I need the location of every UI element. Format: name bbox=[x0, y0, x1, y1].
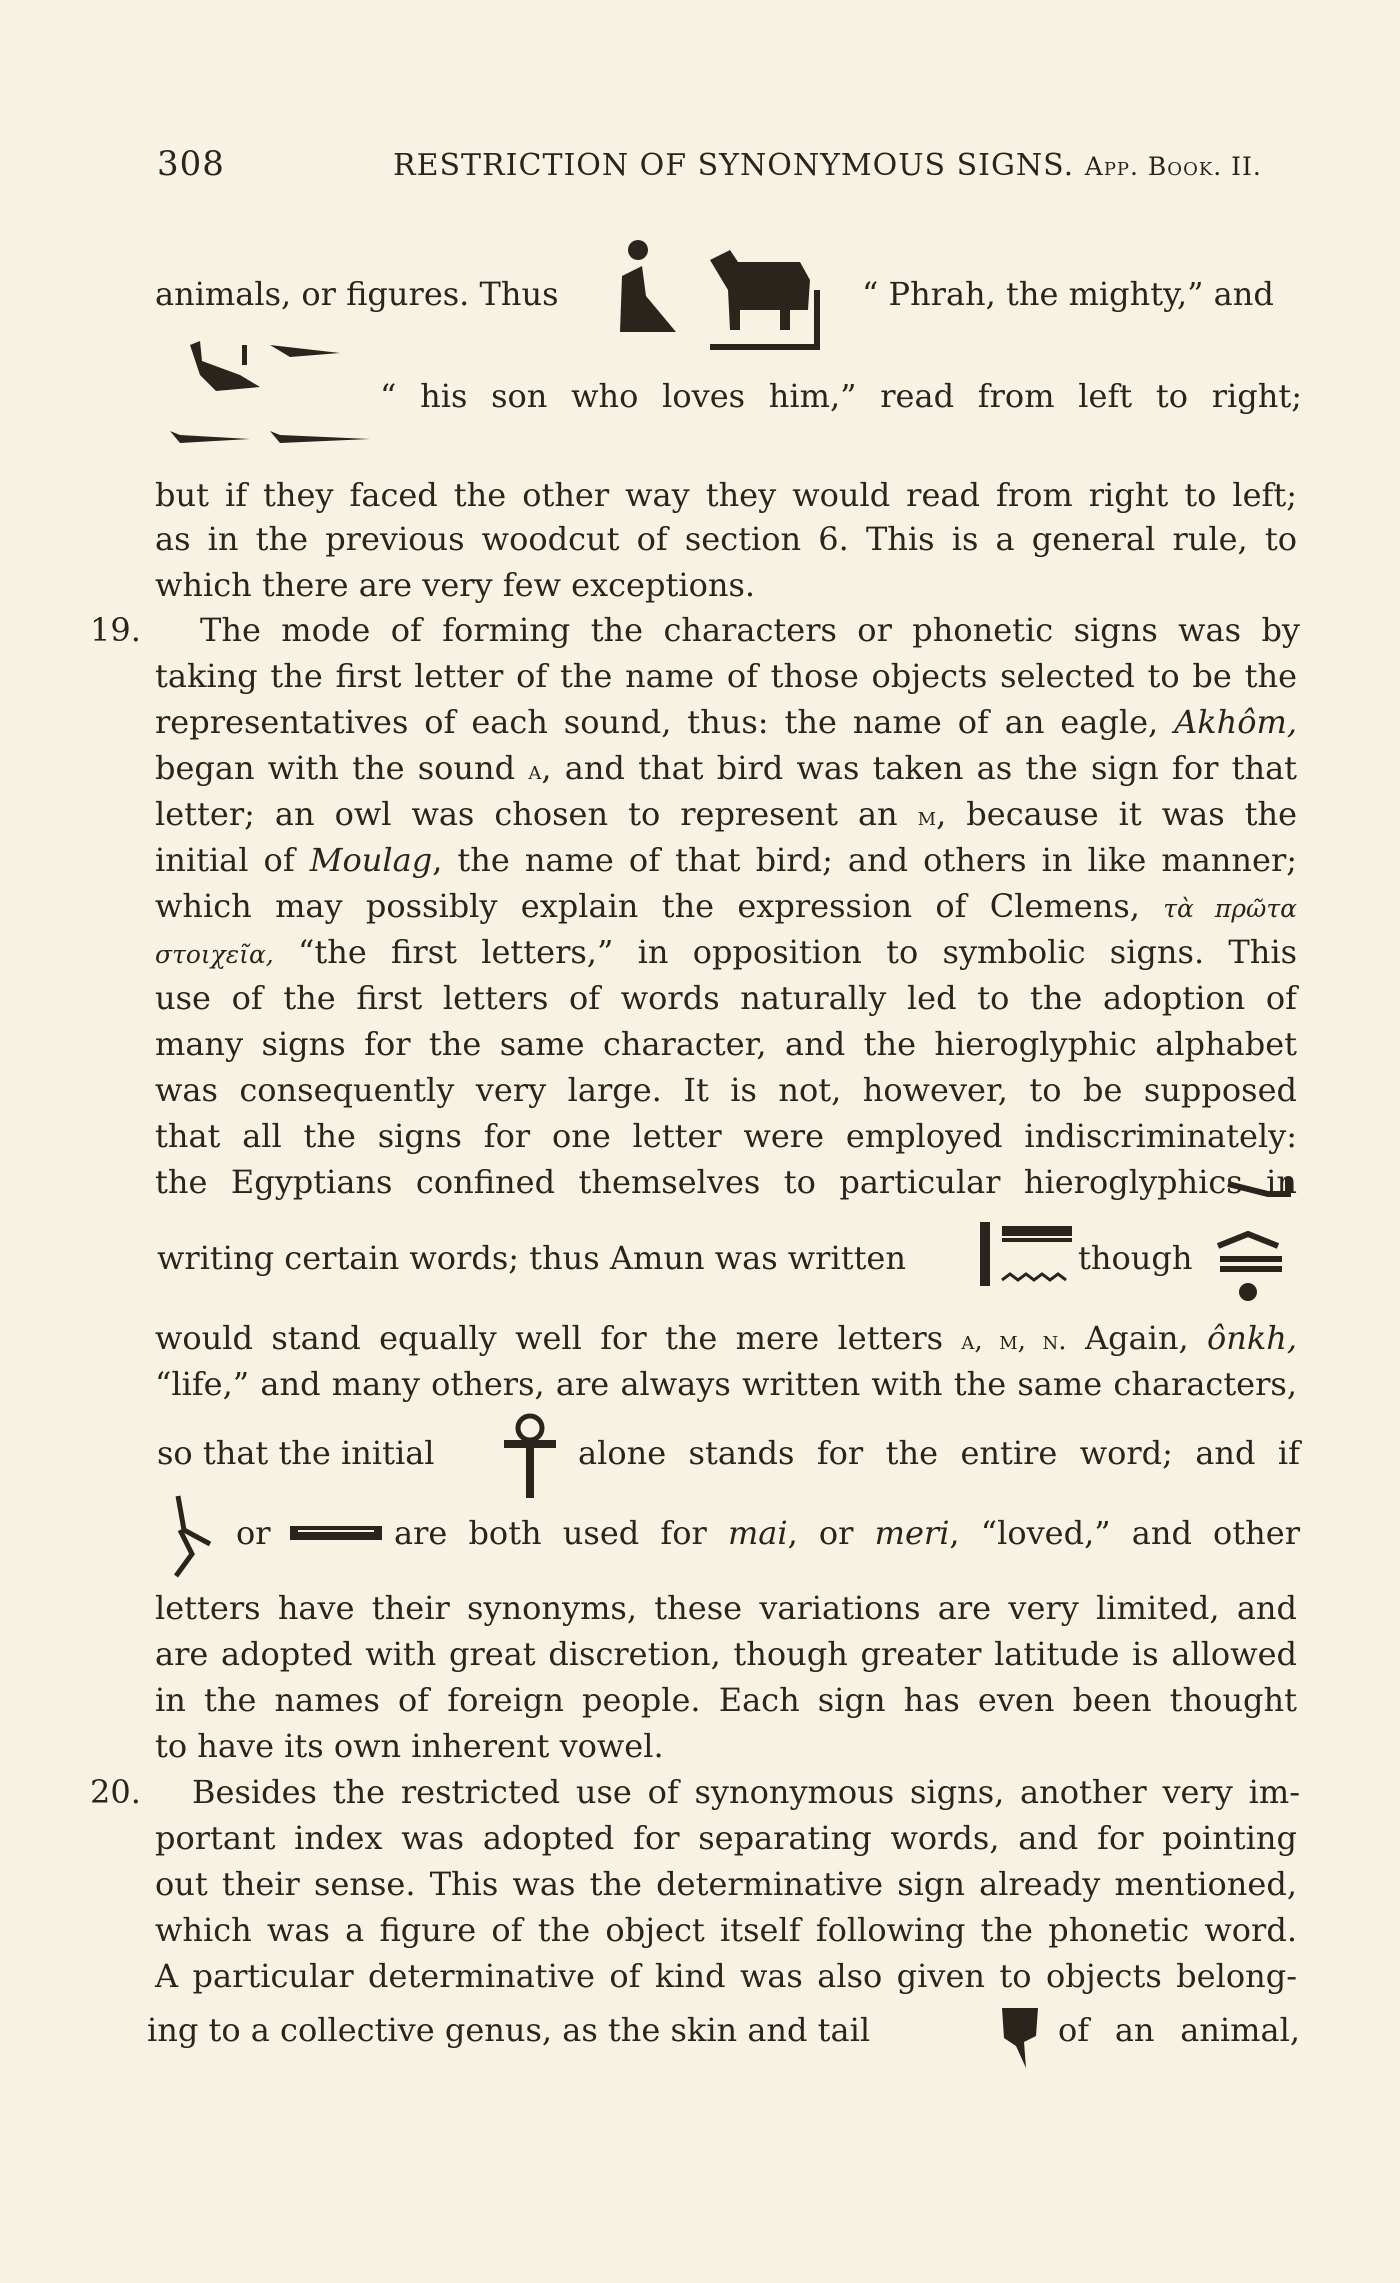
text-line: or bbox=[236, 1514, 271, 1552]
text-line: to have its own inherent vowel. bbox=[155, 1727, 664, 1765]
text-line: A particular determinative of kind was also given to objects belong- bbox=[155, 1957, 1297, 1995]
text-line: representatives of each sound, thus: the name of an eagle, Akhôm, bbox=[155, 703, 1298, 741]
text-line: initial of Moulag, the name of that bird; and others in like manner; bbox=[155, 841, 1298, 879]
text-line: “ his son who loves him,” read from left to right; bbox=[380, 377, 1302, 415]
hieroglyph-canal-icon bbox=[288, 1522, 384, 1544]
text-line: are adopted with great discretion, though greater latitude is allowed bbox=[155, 1635, 1297, 1673]
text-line: The mode of forming the characters or phonetic signs was by bbox=[200, 611, 1300, 649]
text-line: out their sense. This was the determinative sign already mentioned, bbox=[155, 1865, 1297, 1903]
text-line: are both used for mai, or meri, “loved,” and other bbox=[394, 1514, 1301, 1552]
hieroglyph-variant-icon bbox=[1208, 1174, 1298, 1304]
text-line: was consequently very large. It is not, however, to be supposed bbox=[155, 1071, 1297, 1109]
text-line: in the names of foreign people. Each sign has even been thought bbox=[155, 1681, 1297, 1719]
text-line: the Egyptians confined themselves to particular hieroglyphics in bbox=[155, 1163, 1297, 1201]
hieroglyph-phrah-bird-icon bbox=[612, 236, 682, 346]
page-title bbox=[393, 148, 1262, 183]
hieroglyph-hoe-icon bbox=[170, 1490, 226, 1580]
text-line: taking the first letter of the name of those objects selected to be the bbox=[155, 657, 1297, 695]
text-line: so that the initial bbox=[157, 1434, 435, 1472]
text-line: as in the previous woodcut of section 6. This is a general rule, to bbox=[155, 520, 1297, 558]
text-line: which may possibly explain the expression of Clemens, τὰ πρῶτα bbox=[155, 887, 1297, 925]
text-line: portant index was adopted for separating words, and for pointing bbox=[155, 1819, 1297, 1857]
text-line: would stand equally well for the mere letters a, m, n. Again, ônkh, bbox=[155, 1319, 1298, 1357]
text-line: began with the sound a, and that bird was taken as the sign for that bbox=[155, 749, 1298, 787]
text-line: Besides the restricted use of synonymous signs, another very im- bbox=[192, 1773, 1300, 1811]
header-title-main: RESTRICTION OF SYNONYMOUS SIGNS. bbox=[393, 148, 1075, 183]
header-title-app: App. Book. II. bbox=[1084, 152, 1262, 181]
text-line: letters have their synonyms, these variations are very limited, and bbox=[155, 1589, 1297, 1627]
text-line: ing to a collective genus, as the skin and tail bbox=[147, 2011, 871, 2049]
text-line: στοιχεῖα, “the first letters,” in opposition to symbolic signs. This bbox=[155, 933, 1298, 971]
text-line: animals, or figures. Thus bbox=[155, 275, 559, 313]
text-line: that all the signs for one letter were employed indiscriminately: bbox=[155, 1117, 1297, 1155]
hieroglyph-son-group-icon bbox=[170, 335, 370, 455]
text-line: many signs for the same character, and the hieroglyphic alphabet bbox=[155, 1025, 1297, 1063]
section-number: 20. bbox=[90, 1773, 141, 1811]
text-line: letter; an owl was chosen to represent an m, because it was the bbox=[155, 795, 1298, 833]
text-line: which was a figure of the object itself following the phonetic word. bbox=[155, 1911, 1297, 1949]
hieroglyph-bull-icon bbox=[690, 240, 830, 360]
hieroglyph-amun-icon bbox=[972, 1214, 1082, 1294]
hieroglyph-skin-tail-icon bbox=[996, 2002, 1044, 2072]
text-line: though bbox=[1078, 1239, 1193, 1277]
text-line: alone stands for the entire word; and if bbox=[578, 1434, 1300, 1472]
text-line: “ Phrah, the mighty,” and bbox=[862, 275, 1274, 313]
text-line: writing certain words; thus Amun was written bbox=[157, 1239, 906, 1277]
section-number: 19. bbox=[90, 611, 141, 649]
text-line: which there are very few exceptions. bbox=[155, 566, 756, 604]
text-line: but if they faced the other way they would read from right to left; bbox=[155, 476, 1297, 514]
page-number: 308 bbox=[157, 144, 225, 184]
text-line: “life,” and many others, are always written with the same characters, bbox=[155, 1365, 1297, 1403]
text-line: use of the first letters of words naturally led to the adoption of bbox=[155, 979, 1297, 1017]
text-line: of an animal, bbox=[1058, 2011, 1300, 2049]
hieroglyph-ankh-icon bbox=[500, 1412, 560, 1502]
